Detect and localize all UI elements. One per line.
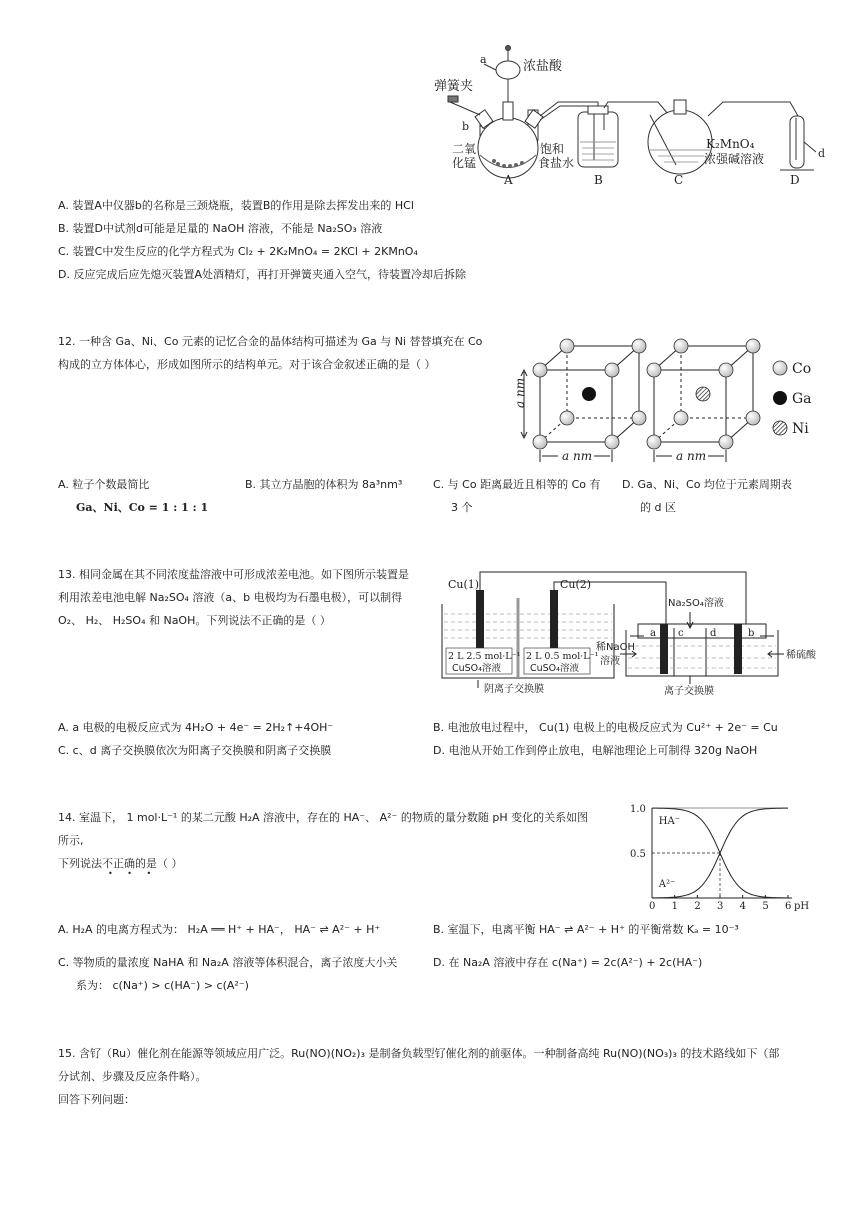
x-tick-label: 3 [717,901,724,912]
label-D: D [790,173,800,187]
q13-stem-line2: 利用浓差电池电解 Na₂SO₄ 溶液（a、b 电极均为石墨电极），可以制得 [58,591,403,604]
label-a: a [480,53,487,66]
x-tick-label: 6 [785,901,792,912]
q12-legend-ga: Ga [792,391,812,407]
q13-sol2-line1: 2 L 0.5 mol·L⁻¹ [526,651,599,662]
q11-option-a: A. 装置A中仪器b的名称是三颈烧瓶，装置B的作用是除去挥发出来的 HCl [58,199,414,212]
q14-emphasis-dots: • • • [108,869,158,878]
q15-stem-line2: 分试剂、步骤及反应条件略）。 [58,1070,207,1083]
q14-option-a: A. H₂A 的电离方程式为： H₂A ══ H⁺ + HA⁻， HA⁻ ⇌ A²⁻ + H⁺ [58,923,381,936]
q12-option-c-line2: 3 个 [451,501,473,514]
y-tick-label: 0.5 [630,849,646,860]
x-tick-label: 4 [739,901,747,912]
q13-label-c: c [678,628,684,639]
q13-ion-membrane: 离子交换膜 [664,686,714,697]
label-C: C [674,173,684,187]
q12-option-a-line1: A. 粒子个数最简比 [58,478,150,491]
q11-option-d: D. 反应完成后应先熄灭装置A处酒精灯，再打开弹簧夹通入空气，待装置冷却后拆除 [58,268,466,281]
q13-cell-figure [438,568,816,702]
q13-sol2-line2: CuSO₄溶液 [530,663,579,674]
label-mno2-2: 化锰 [452,156,477,170]
q12-legend-ni: Ni [792,421,809,437]
q15-stem-line3: 回答下列问题： [58,1093,135,1106]
label-k2mno4: K₂MnO₄ [706,137,755,151]
q12-dim-left: a nm [562,449,593,463]
q11-option-b: B. 装置D中试剂d可能是足量的 NaOH 溶液，不能是 Na₂SO₃ 溶液 [58,222,383,235]
q13-na2so4: Na₂SO₄溶液 [668,598,724,609]
label-b: b [462,120,470,133]
x-tick-label: 1 [671,901,679,912]
label-A: A [504,173,513,187]
q13-sol1-line2: CuSO₄溶液 [452,663,501,674]
q13-label-a: a [650,628,656,639]
q11-option-c: C. 装置C中发生反应的化学方程式为 Cl₂ + 2K₂MnO₄ = 2KCl + 2KMnO₄ [58,245,418,258]
q11-apparatus-figure [418,30,828,190]
q13-dilute-h2so4: 稀硫酸 [786,650,816,661]
q12-dim-vertical: a nm [513,377,527,408]
label-sat-nacl-2: 食盐水 [538,156,575,170]
q12-stem-line1: 12. 一种含 Ga、Ni、Co 元素的记忆合金的晶体结构可描述为 Ga 与 Ni 替替填充在 Co [58,335,483,348]
series-label-ha: HA⁻ [658,816,681,828]
q14-stem-line2: 所示, [58,834,84,847]
q12-legend-co: Co [792,361,812,377]
label-mno2-1: 二氧 [452,142,477,156]
q13-sol1-line1: 2 L 2.5 mol·L⁻¹ [448,651,521,662]
x-tick-label: 0 [649,901,656,912]
q13-label-d: d [710,628,717,639]
q12-option-c-line1: C. 与 Co 距离最近且相等的 Co 有 [433,478,601,491]
q12-option-b: B. 其立方晶胞的体积为 8a³nm³ [245,478,403,491]
q12-dim-right: a nm [676,449,707,463]
q13-dilute-naoh-2: 溶液 [600,656,620,667]
x-tick-label: 5 [762,901,769,912]
label-spring-clip: 弹簧夹 [434,79,474,94]
label-sat-nacl-1: 饱和 [540,142,565,156]
q14-option-c-line1: C. 等物质的量浓度 NaHA 和 Na₂A 溶液等体积混合，离子浓度大小关 [58,956,398,969]
label-conc-hcl: 浓盐酸 [523,59,563,74]
q13-label-cu1: Cu(1) [448,578,480,591]
q12-option-d-line2: 的 d 区 [640,501,676,514]
q13-option-a: A. a 电极的电极反应式为 4H₂O + 4e⁻ = 2H₂↑+4OH⁻ [58,721,334,734]
q15-stem-line1: 15. 含钌（Ru）催化剂在能源等领域应用广泛。Ru(NO)(NO₂)₃ 是制备负载型钌催化剂的前驱体。一种制备高纯 Ru(NO)(NO₃)₃ 的技术路线如下（部 [58,1047,780,1060]
q13-stem-line3: O₂、 H₂、 H₂SO₄ 和 NaOH。下列说法不正确的是（ ） [58,614,331,627]
x-axis-label: pH [794,901,810,912]
q14-stem-line3: 下列说法不正确的是（ ） [58,857,183,870]
label-d: d [818,147,826,160]
q13-option-d: D. 电池从开始工作到停止放电，电解池理论上可制得 320g NaOH [433,744,758,757]
label-strong-alkali: 浓强碱溶液 [704,152,765,166]
q13-option-c: C. c、d 离子交换膜依次为阳离子交换膜和阴离子交换膜 [58,744,332,757]
series-label-a2: A²⁻ [658,879,676,891]
q12-option-d-line1: D. Ga、Ni、Co 均位于元素周期表 [622,478,792,491]
q14-option-c-line2: 系为： c(Na⁺) > c(HA⁻) > c(A²⁻) [76,979,249,992]
q12-stem-line2: 构成的立方体体心，形成如图所示的结构单元。对于该合金叙述正确的是（ ） [58,358,436,371]
q14-stem-line1: 14. 室温下， 1 mol·L⁻¹ 的某二元酸 H₂A 溶液中，存在的 HA⁻、 A²⁻ 的物质的量分数随 pH 变化的关系如图 [58,811,589,824]
q12-unit-cell-figure [512,332,812,468]
q13-dilute-naoh-1: 稀NaOH [596,642,635,653]
q13-label-cu2: Cu(2) [560,578,592,591]
q12-option-a-line2: Ga、Ni、Co = 1 : 1 : 1 [76,501,209,514]
q14-option-b: B. 室温下，电离平衡 HA⁻ ⇌ A²⁻ + H⁺ 的平衡常数 Kₐ = 10⁻³ [433,923,739,936]
y-tick-label: 1.0 [630,804,646,815]
q13-anion-membrane: 阴离子交换膜 [484,684,544,695]
q14-distribution-chart [628,800,818,910]
label-B: B [594,173,603,187]
x-tick-label: 2 [694,901,701,912]
q13-label-b: b [748,628,755,639]
q14-option-d: D. 在 Na₂A 溶液中存在 c(Na⁺) = 2c(A²⁻) + 2c(HA⁻) [433,956,703,969]
q13-stem-line1: 13. 相同金属在其不同浓度盐溶液中可形成浓差电池。如下图所示装置是 [58,568,409,581]
q13-option-b: B. 电池放电过程中， Cu(1) 电极上的电极反应式为 Cu²⁺ + 2e⁻ = Cu [433,721,778,734]
